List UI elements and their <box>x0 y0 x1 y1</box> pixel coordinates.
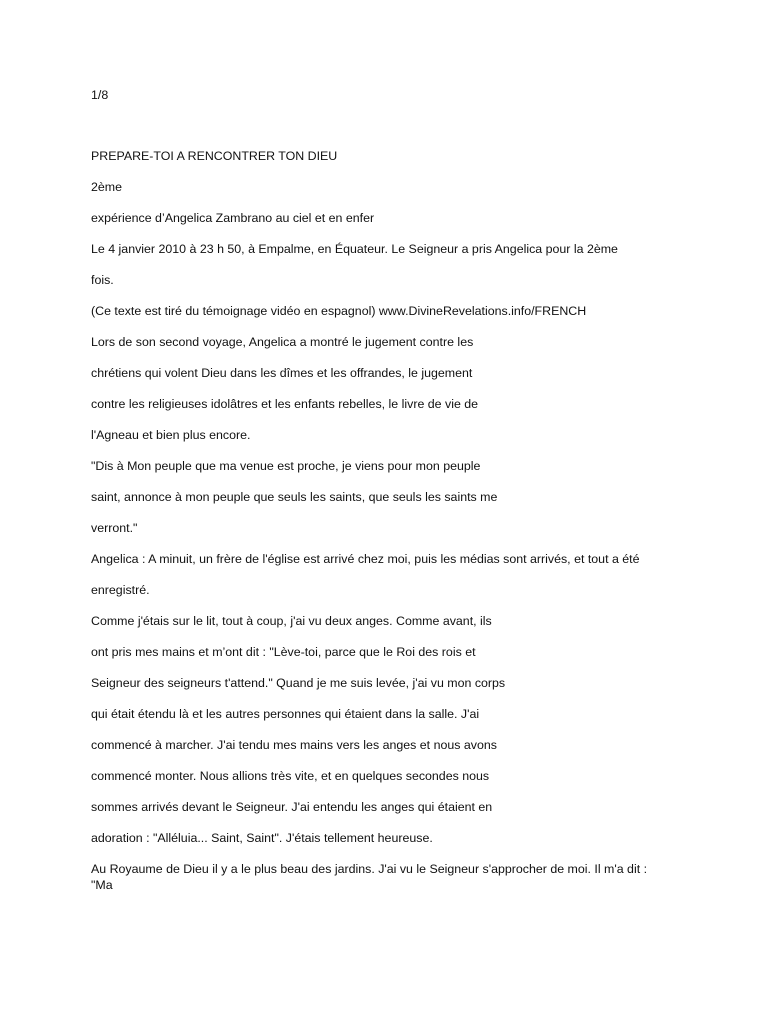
text-line: sommes arrivés devant le Seigneur. J'ai entendu les anges qui étaient en <box>91 800 493 814</box>
text-line: Le 4 janvier 2010 à 23 h 50, à Empalme, en Équateur. Le Seigneur a pris Angelica pour la 2ème <box>91 242 618 256</box>
text-line: ont pris mes mains et m’ont dit : "Lève-toi, parce que le Roi des rois et <box>91 645 476 659</box>
text-line: verront." <box>91 521 138 535</box>
text-line: commencé à marcher. J'ai tendu mes mains vers les anges et nous avons <box>91 738 497 752</box>
text-line: expérience d’Angelica Zambrano au ciel et en enfer <box>91 211 375 225</box>
text-line: l'Agneau et bien plus encore. <box>91 428 251 442</box>
text-line: Au Royaume de Dieu il y a le plus beau des jardins. J'ai vu le Seigneur s'approcher de moi. Il m'a dit : <box>91 862 648 876</box>
text-line: adoration : "Alléluia... Saint, Saint". J'étais tellement heureuse. <box>91 831 433 845</box>
text-line: 2ème <box>91 180 122 194</box>
text-line: contre les religieuses idolâtres et les enfants rebelles, le livre de vie de <box>91 397 479 411</box>
page-number: 1/8 <box>91 88 109 102</box>
text-line: Seigneur des seigneurs t'attend." Quand je me suis levée, j'ai vu mon corps <box>91 676 506 690</box>
text-line: (Ce texte est tiré du témoignage vidéo en espagnol) www.DivineRevelations.info/FRENCH <box>91 304 587 318</box>
text-line: "Dis à Mon peuple que ma venue est proche, je viens pour mon peuple <box>91 459 481 473</box>
text-line: enregistré. <box>91 583 150 597</box>
text-line: fois. <box>91 273 114 287</box>
text-line: qui était étendu là et les autres personnes qui étaient dans la salle. J'ai <box>91 707 480 721</box>
text-line: chrétiens qui volent Dieu dans les dîmes et les offrandes, le jugement <box>91 366 473 380</box>
document-title: PREPARE-TOI A RENCONTRER TON DIEU <box>91 149 338 163</box>
text-line: Angelica : A minuit, un frère de l'église est arrivé chez moi, puis les médias sont arrivés, et tout a été <box>91 552 640 566</box>
text-line: saint, annonce à mon peuple que seuls les saints, que seuls les saints me <box>91 490 498 504</box>
text-line: commencé monter. Nous allions très vite, et en quelques secondes nous <box>91 769 490 783</box>
text-line: "Ma <box>91 878 113 892</box>
text-line: Comme j'étais sur le lit, tout à coup, j'ai vu deux anges. Comme avant, ils <box>91 614 492 628</box>
text-line: Lors de son second voyage, Angelica a montré le jugement contre les <box>91 335 474 349</box>
